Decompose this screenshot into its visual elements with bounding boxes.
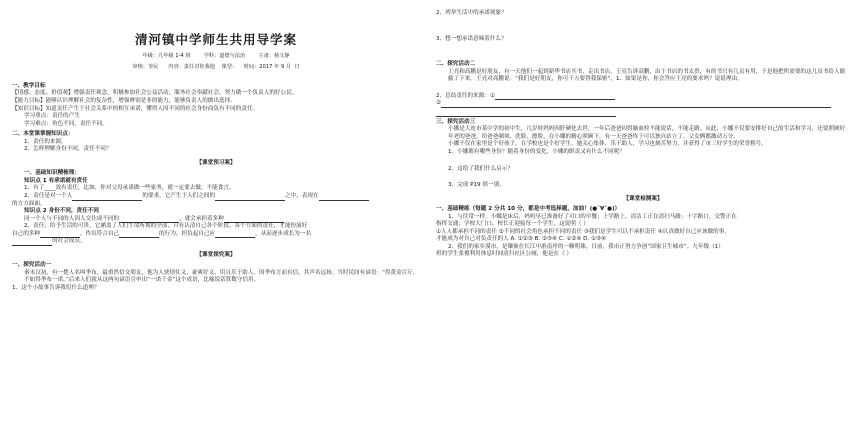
k2-l3-d: ，从而逐步成长为一名 [255, 230, 312, 237]
inquiry-activity-1-title: 一、探究活动一 [12, 262, 52, 269]
inquiry-2-question-2 [436, 93, 850, 101]
inquiry-activity-1-story: 秦末汉初，有一楚人名叫季布，最重然信交朋友，他为人侠情仗义，豪爽好义，用且乐于助人。因季布言而有信，其声名远扬。当时民间有谚语：“得黄金百斤，不如得季布一诺。”后来人们就从这两句谚语引申出“一诺千金”这个成语，比喻说话算数守信用。 [24, 269, 419, 284]
test-1-line-3: ①人人都承担不同的责任 ②不同的社会角色承担不同的责任 ③我们是学生可以不承担责任 ④认真做好自己应该做的事， [436, 228, 730, 235]
inquiry-activity-2-title: 二、探究活动二 [436, 61, 476, 68]
inquiry-3-question-1: 1、小娜都有哪些身份？随着身份的变化，小娜的职责又有什么不同呢？ [448, 149, 625, 156]
k2-l3-c: 的行为，担负起自己应 [159, 230, 216, 237]
fill-blank[interactable] [119, 237, 159, 238]
knowledge-1-title: 知识点 1 有承诺就有责任 [24, 177, 88, 184]
meta-line-2: 审核：李民 内容：责任对你我他 课型： 时间：2017 年 9 月 日 [132, 63, 300, 70]
knowledge-2-line-2: 2、责任，给予生活的可贵，它涵盖了人们生命所拥的全部，只有认清自己各个阶段、各个方面的责任，才能扮演好 [24, 223, 308, 230]
left-column [12, 0, 420, 293]
goal-attitude: 【情感、态度、价值观】增强责任观念，积极参加社会公益活动，服务社会奉献社会，努力做一个负责人的好公民。 [12, 90, 298, 97]
inquiry-activity-3-title: 三、探究活动三 [436, 118, 476, 125]
inquiry-3-question-2: 2、这给了我们什么启示？ [448, 165, 514, 172]
fill-blank[interactable] [12, 245, 52, 246]
knowledge-1-line-2 [12, 193, 420, 201]
meta-line-1: 年级：九年级 1-4 班 学科：道德与法治 主备：杨文静 [142, 52, 290, 59]
answer-line[interactable] [436, 110, 616, 117]
goal-ability: 【能力目标】能够认识理解社会的复杂性，增强辨别是非的能力，能够负责人的做出选择。 [12, 98, 236, 104]
answer-line[interactable] [441, 107, 831, 108]
goal-knowledge: 【知识目标】知道责任产生于社会关系中的相互承诺，懂得人因不同的社会身份而负有不同的责任。 [12, 105, 259, 112]
test-1-line-4: 才能成为对自己对负责任的人 A. ①②③ B. ②③④ C. ①②④ D. ①③④ [436, 236, 607, 243]
k2-l3-a: 自己的多种 [12, 230, 40, 237]
question-3: 3、想一想承诺意味着什么？ [436, 35, 507, 42]
fill-blank[interactable] [215, 200, 285, 201]
knowledge-2-title: 知识点 2 身份不同，责任不同 [24, 208, 99, 215]
test-1-line-2: 指挥交通；学校大门口，校长正迎接每一个学生，这说明（ ） [436, 221, 589, 228]
knowledge-point-2: 2、怎样理解身份不同，责任不同？ [24, 146, 112, 153]
inquiry-2-question-2-b [436, 100, 850, 108]
k1-l2-b: 的要求，它产生于人们之间的 [142, 193, 216, 200]
difficulty: 学习难点：角色不同，责任不同。 [24, 120, 108, 127]
k2-l1-a: 同一个人与不同的人因人交往成不同的 [24, 215, 120, 222]
test-2-line-2: 班的学生张俊利用休息时间清扫社区公厕，他是在（ ） [436, 251, 573, 258]
inquiry-activity-3-story: 小娜是大连市某中学的初中生，几岁时妈妈因肝硬化去世，一年后爸爸因得脑血栓不能说话，不能走路。从此，小娜不仅要安排好自己的生活和学习，还要照顾好年老的爸爸，给爸爸剃须、洗脸、擦脸，在小娜的精心照顾下，有一天爸爸终于可以独自站立了，父女俩都激动万分。 [448, 126, 846, 140]
knowledge-2-line-4 [12, 238, 420, 246]
basic-knowledge-title: 一、基础知识精梳理： [24, 170, 80, 177]
inquiry-title: 【课堂探究案】 [196, 251, 236, 258]
key-point: 学习重点：责任的产生 [24, 113, 80, 120]
k2-l3-b: ，作出符合自己 [79, 230, 120, 237]
question-2: 2、列举生活中的承诺现象？ [436, 10, 507, 16]
test-title: 【课堂检测案】 [623, 195, 663, 202]
fill-blank[interactable] [72, 200, 142, 201]
inquiry-activity-3-story-2: 小娜不仅在家里是个好孩子，在学校也是个好学生，她关心集体，乐于助人，学习也刻苦努力，并获得了市三好学生的荣誉称号。 [448, 141, 767, 148]
test-2-line-1: 2、我们的家乡漠市，是镶嵌在长江中游南岸的一颗明珠，目前，我市正努力争创“国家卫生城市”。九年级（1） [448, 243, 724, 250]
inquiry-question-1: 1、这个小故事告诉我们什么道理？ [12, 285, 100, 292]
inquiry-3-question-3: 3、完成 P19 填一填。 [448, 182, 505, 189]
q2-label: 2、总结责任的来源：① [436, 92, 495, 99]
preview-title: 【课堂预习案】 [196, 159, 236, 166]
q2-b-label: ② [436, 100, 442, 107]
k2-l4: 的社会成员。 [52, 238, 86, 245]
knowledge-point-1: 1、责任的来源。 [24, 138, 67, 145]
section-knowledge-points: 二、本堂课掌握知识点： [12, 131, 74, 138]
section-teaching-goals: 一、教学目标 [12, 82, 46, 89]
test-subtitle: 一、基础精练（每题 2 分共 10 分，都是中考选择题，加油！(●ˇ∀ˇ●)） [436, 206, 621, 213]
fill-blank[interactable] [319, 200, 369, 201]
k1-l2-c: 之中，表现在 [285, 193, 319, 200]
knowledge-1-line-3: 的方方面面。 [12, 200, 46, 207]
inquiry-activity-2-story: 王亮和高鹏是好朋友，有一天他们一起到新华书店买书，走出书店，王亮告诉高鹏，由于书店的书太贵，有的书只有几页有用，于是他把所需要的这几页书给人偷偷了下来。王亮对高鹏说：“我们是好朋友，你可千万要替我保密”，1、如果是你，你会答应王亮的要求吗？说说理由。 [448, 68, 846, 83]
knowledge-1-line-1: 1、有了____效有责任，比如，你对父母承诺做一些家务，就一定要去做，不能食言。 [24, 185, 235, 192]
k2-l1-b: ，就会承担着多种 [179, 215, 224, 222]
test-1-line-1: 1、与往常一样，小娜是床后，妈妈早已准备好了可口的早餐；上学路上，清洁工正在清扫马路；十字路口，交警正在 [448, 213, 737, 220]
right-column [436, 0, 850, 259]
fill-blank[interactable] [215, 237, 255, 238]
k1-l2-a: 2、责任是对一个人 [24, 193, 73, 200]
page-title: 清河镇中学师生共用导学案 [134, 32, 297, 47]
